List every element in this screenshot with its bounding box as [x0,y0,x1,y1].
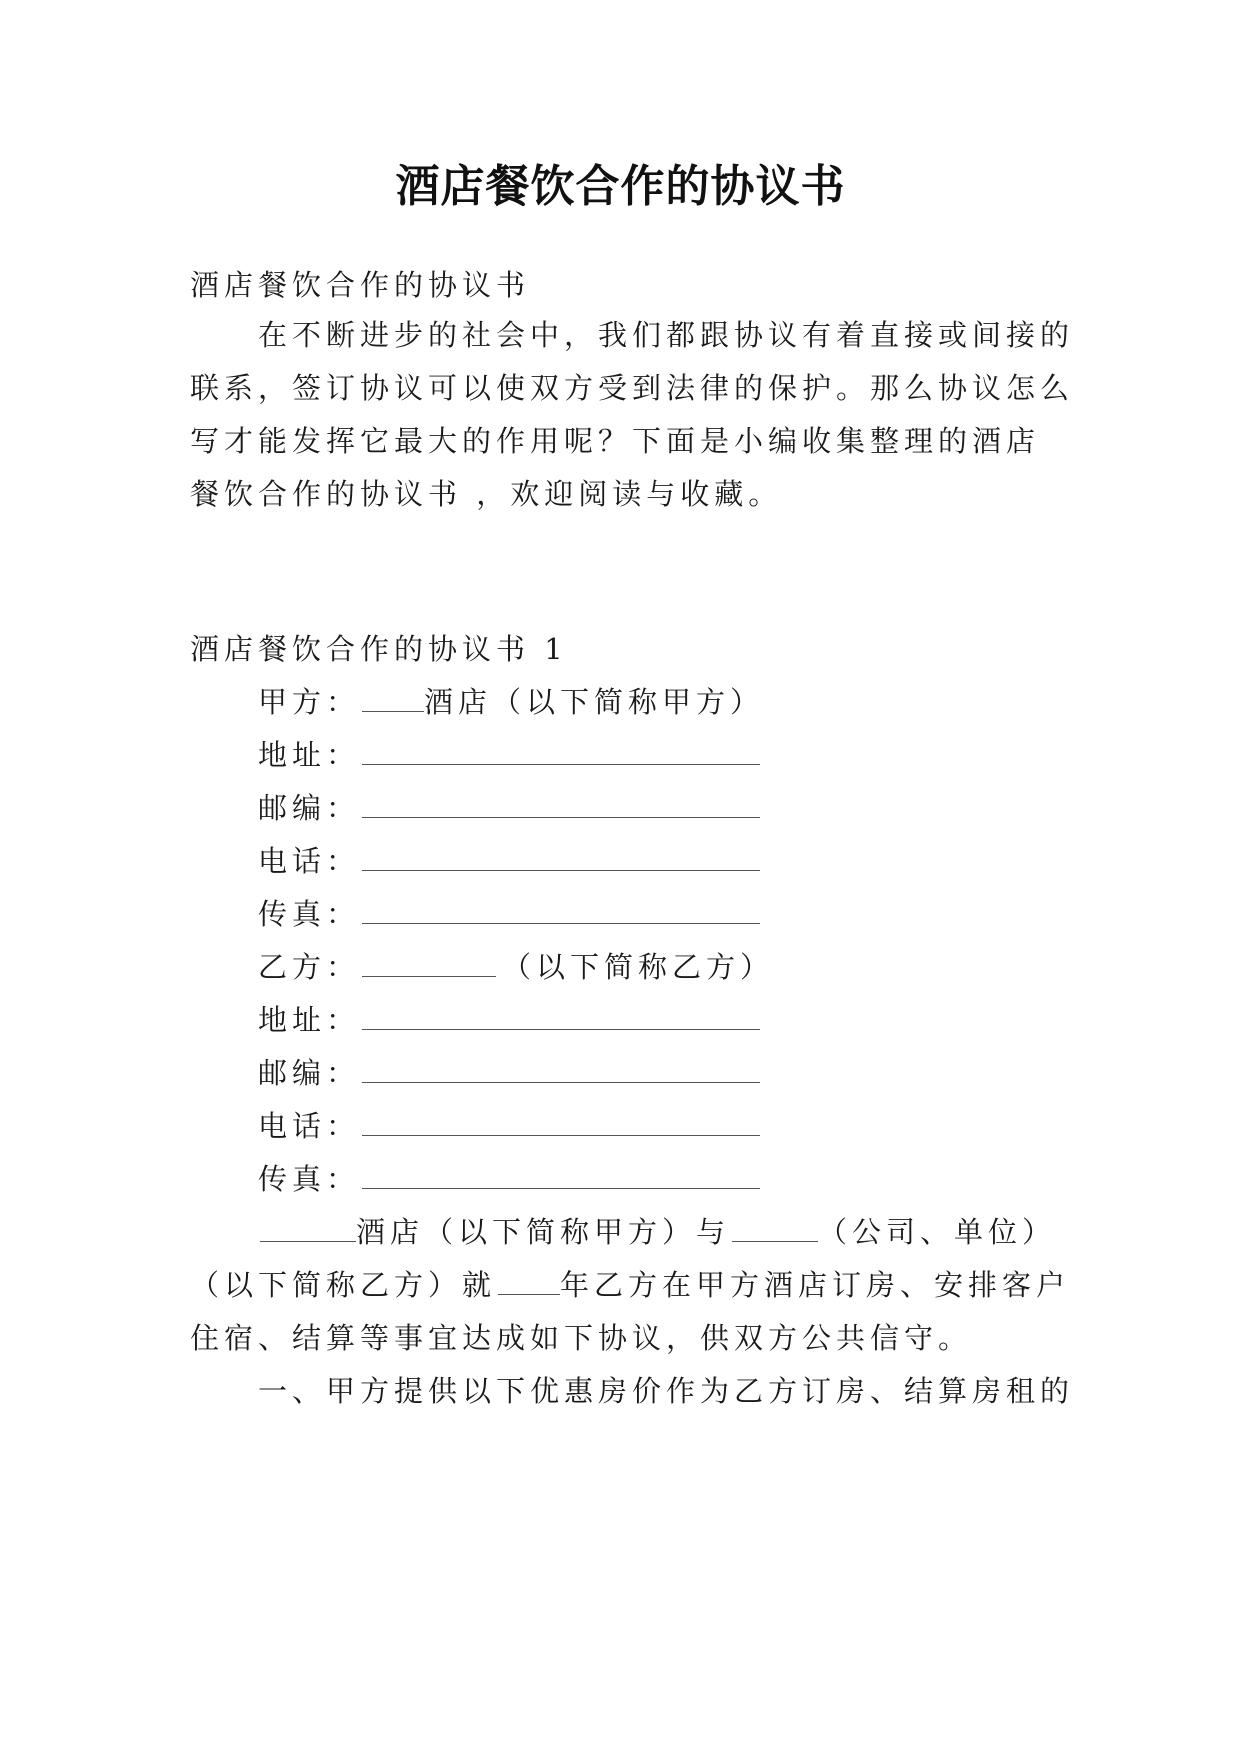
document-title: 酒店餐饮合作的协议书 [395,161,846,212]
party-b-address-label: 地址： [258,1003,361,1037]
party-b-suffix: （以下简称乙方） [502,950,775,984]
party-a-suffix: 酒店（以下简称甲方） [424,685,765,719]
party-b-phone-blank [362,1109,760,1136]
party-a-phone-line [258,841,760,881]
party-b-phone-line [258,1106,760,1146]
party-a-label: 甲方： [258,685,361,719]
party-b-postcode-line [258,1053,760,1093]
party-b-fax-label: 传真： [258,1162,361,1196]
intro-line-4: 餐饮合作的协议书 ，欢迎阅读与收藏。 [190,477,783,511]
section-heading: 酒店餐饮合作的协议书 1 [190,632,568,666]
year-blank [498,1268,560,1295]
party-a-name-blank [362,685,424,712]
party-a-phone-blank [362,844,760,871]
agreement-line-2-part-1: （以下简称乙方）就 [190,1268,497,1302]
party-b-name-blank [362,950,496,977]
party-b-line [258,947,774,987]
party-a-phone-label: 电话： [258,844,361,878]
party-a-fax-blank [362,897,760,924]
party-a-postcode-blank [362,791,760,818]
party-a-fax-line [258,894,760,934]
hotel-name-blank [260,1215,356,1242]
agreement-line-2 [190,1265,1070,1305]
party-a-address-label: 地址： [258,738,361,772]
agreement-line-4: 一、甲方提供以下优惠房价作为乙方订房、结算房租的 [258,1374,1075,1408]
party-b-fax-line [258,1159,760,1199]
agreement-line-1-part-1: 酒店（以下简称甲方）与 [356,1215,731,1249]
party-b-postcode-label: 邮编： [258,1056,361,1090]
party-a-line [258,682,764,722]
intro-line-2: 联系，签订协议可以使双方受到法律的保护。那么协议怎么 [190,371,1075,405]
intro-line-3: 写才能发挥它最大的作用呢？下面是小编收集整理的酒店 [190,424,1041,458]
party-b-postcode-blank [362,1056,760,1083]
party-a-postcode-label: 邮编： [258,791,361,825]
party-a-fax-label: 传真： [258,897,361,931]
party-b-fax-blank [362,1162,760,1189]
agreement-line-1-part-2: （公司、单位） [818,1215,1057,1249]
agreement-line-3: 住宿、结算等事宜达成如下协议，供双方公共信守。 [190,1321,973,1355]
party-b-address-line [258,1000,760,1040]
party-a-address-blank [362,738,760,765]
agreement-line-1 [258,1212,1056,1252]
agreement-line-2-part-2: 年乙方在甲方酒店订房、安排客户 [560,1268,1071,1302]
intro-line-1: 在不断进步的社会中，我们都跟协议有着直接或间接的 [258,318,1075,352]
party-b-label: 乙方： [258,950,361,984]
party-a-postcode-line [258,788,760,828]
document-subtitle: 酒店餐饮合作的协议书 [190,268,531,302]
company-name-blank [732,1215,818,1242]
party-b-phone-label: 电话： [258,1109,361,1143]
party-b-address-blank [362,1003,760,1030]
party-a-address-line [258,735,760,775]
